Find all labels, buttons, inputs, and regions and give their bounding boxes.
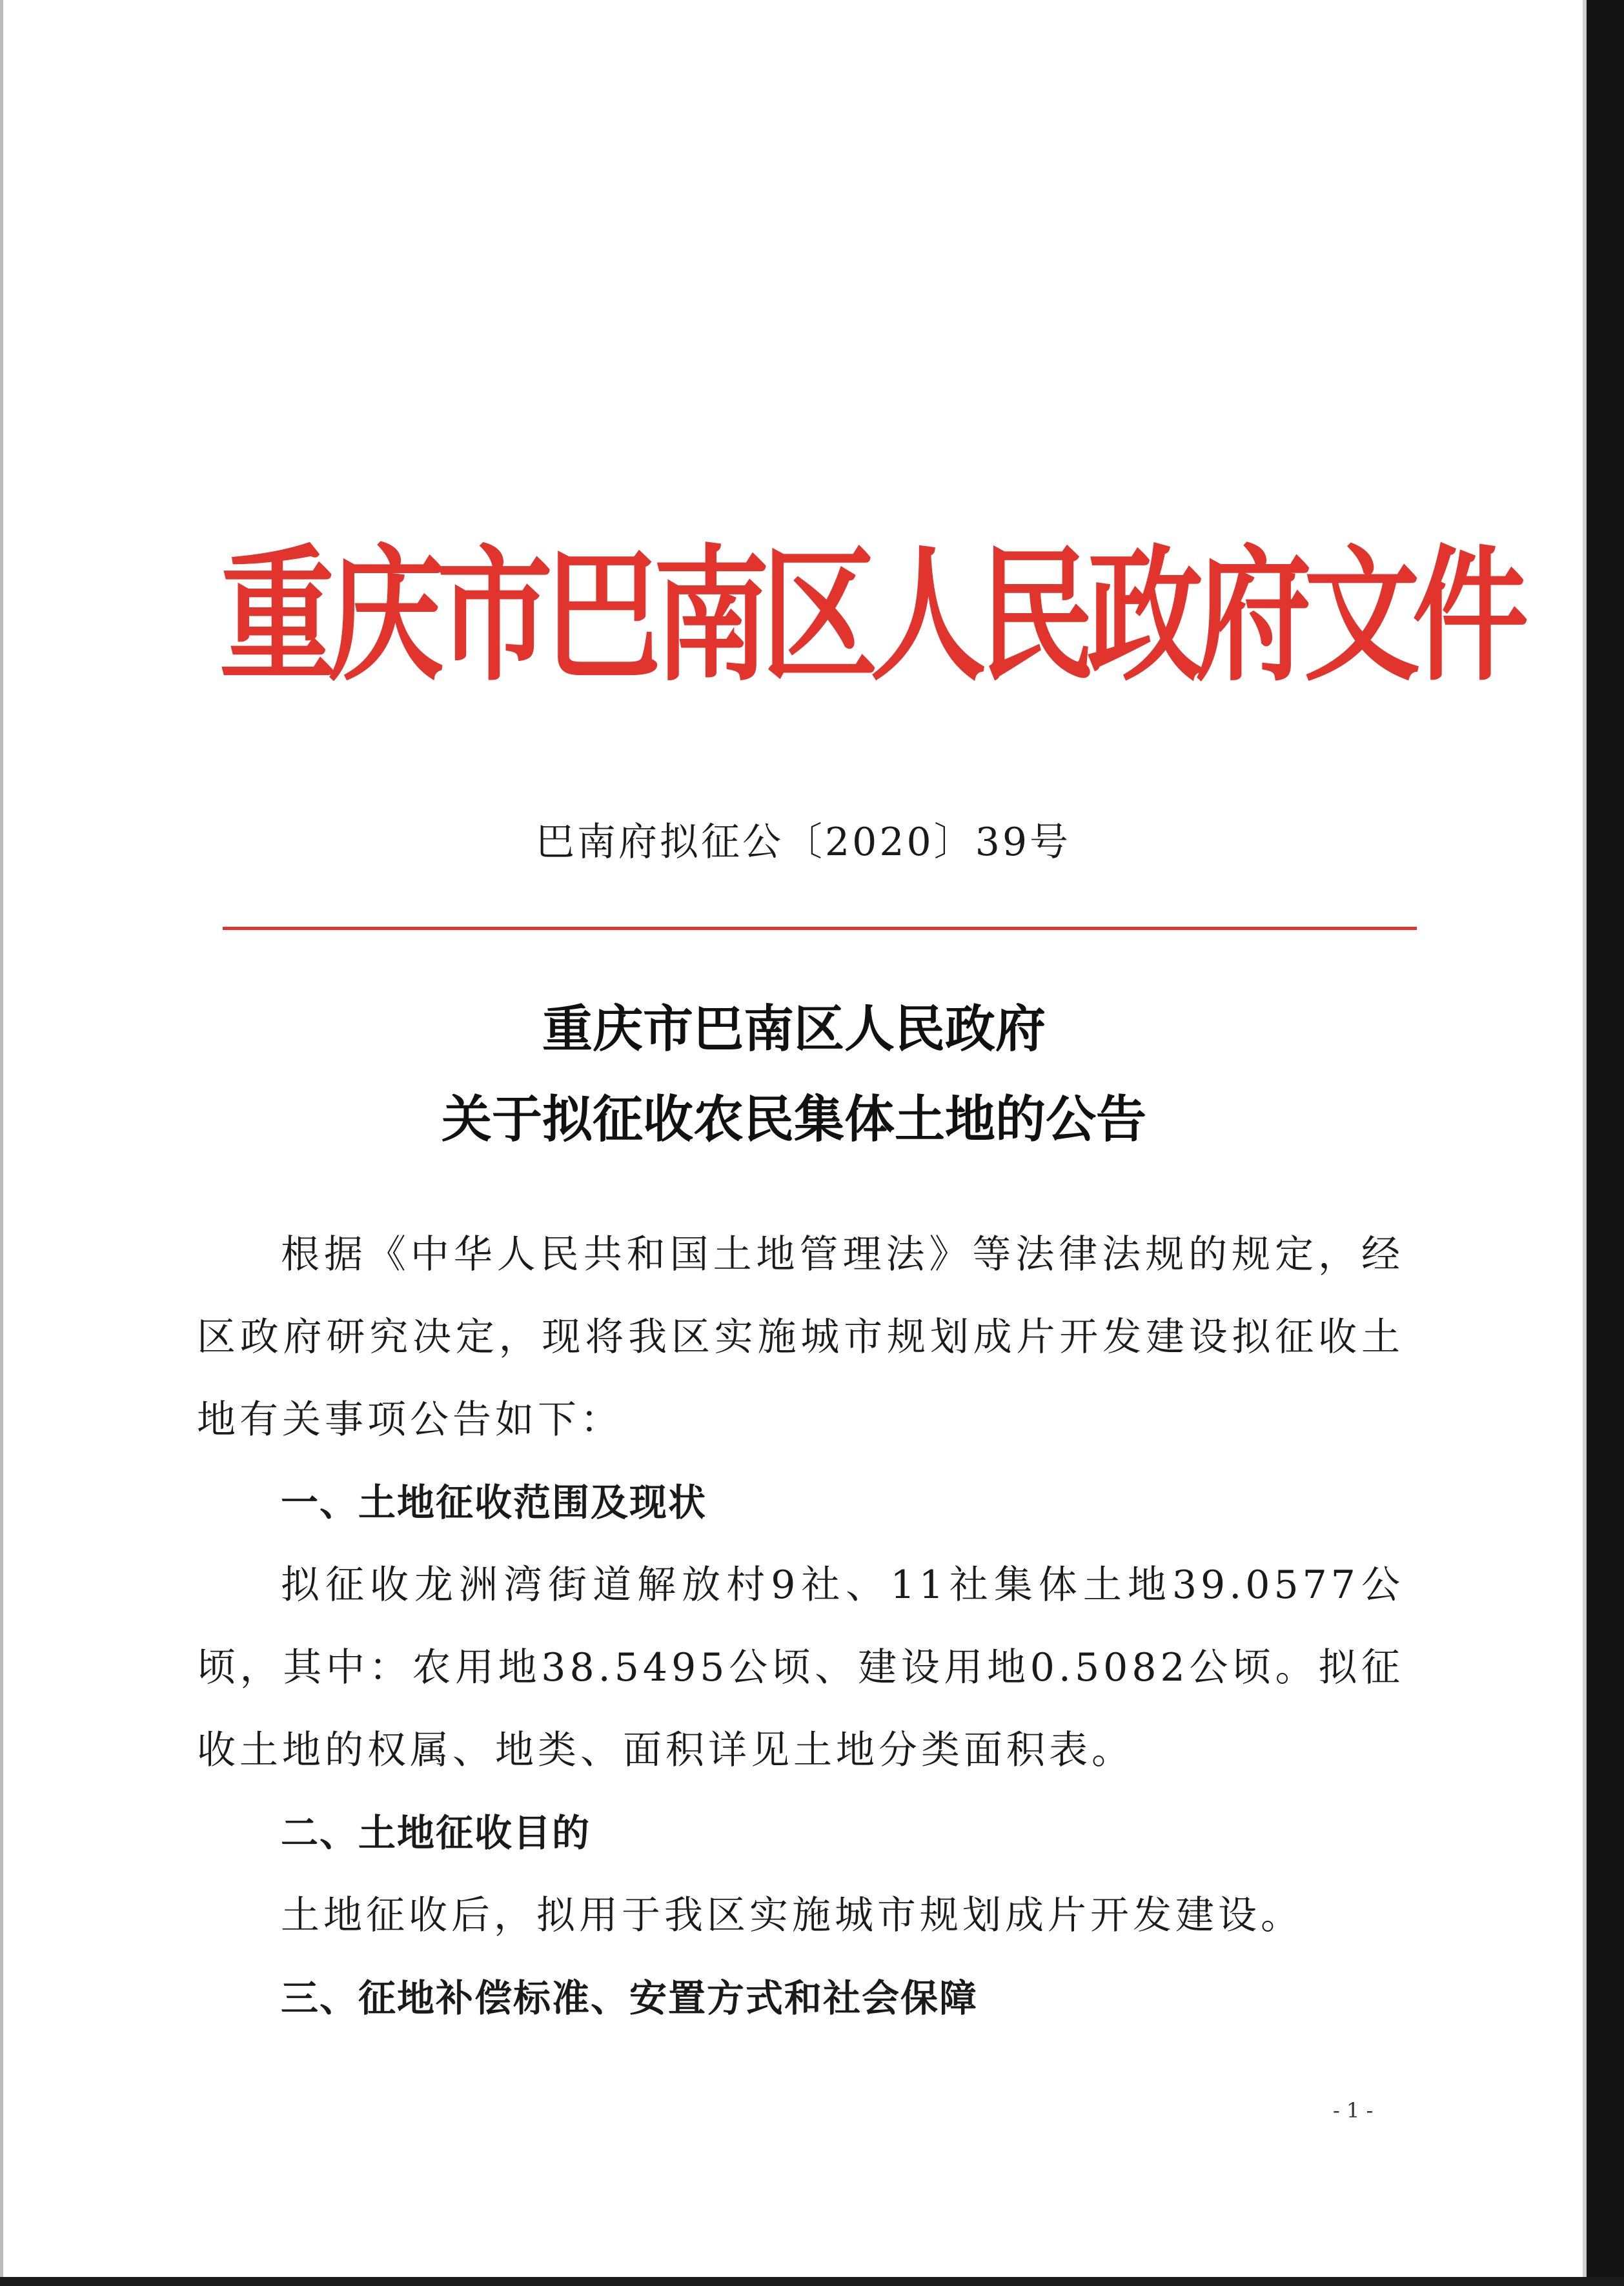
document-red-header: 重庆市巴南区人民政府文件 bbox=[219, 531, 1521, 702]
notice-title bbox=[194, 984, 1394, 1165]
scan-left-edge bbox=[0, 0, 3, 2286]
section-3-heading: 三、征地补偿标准、安置方式和社会保障 bbox=[281, 1976, 979, 2020]
document-number: 巴南府拟征公〔2020〕39号 bbox=[536, 820, 1071, 865]
notice-title-line-1: 重庆市巴南区人民政府 bbox=[542, 1000, 1046, 1058]
scan-right-edge bbox=[1587, 0, 1624, 2286]
section-1-paragraph: 拟征收龙洲湾街道解放村9社、11社集体土地39.0577公顷，其中：农用地38.5495公顷、建设用地0.5082公顷。拟征收土地的权属、地类、面积详见土地分类面积表。 bbox=[197, 1563, 1404, 1773]
section-2-paragraph: 土地征收后，拟用于我区实施城市规划成片开发建设。 bbox=[281, 1893, 1303, 1938]
intro-paragraph: 根据《中华人民共和国土地管理法》等法律法规的规定，经区政府研究决定，现将我区实施城市规划成片开发建设拟征收土地有关事项公告如下： bbox=[197, 1232, 1404, 1442]
section-1-heading: 一、土地征收范围及现状 bbox=[281, 1481, 707, 1524]
page-number: - 1 - bbox=[1333, 2098, 1374, 2123]
red-divider-line bbox=[223, 927, 1417, 930]
scan-bottom-edge bbox=[0, 2277, 1624, 2286]
notice-body bbox=[197, 1213, 1404, 2039]
section-2-heading: 二、土地征收目的 bbox=[281, 1811, 591, 1855]
notice-title-line-2: 关于拟征收农民集体土地的公告 bbox=[441, 1091, 1146, 1149]
